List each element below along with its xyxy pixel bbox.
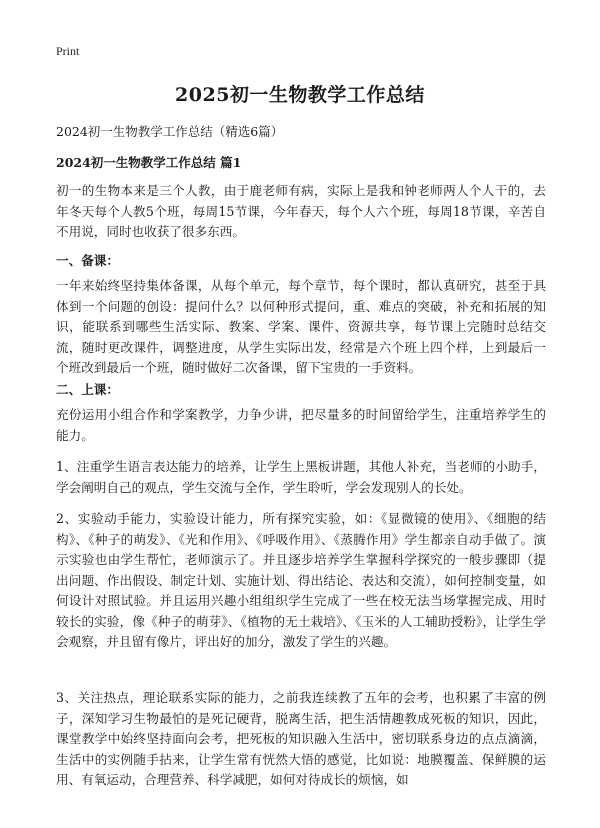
paragraph-teaching: 充份运用小组合作和学案教学，力争少讲，把尽量多的时间留给学生，注重培养学生的能力。 — [56, 407, 546, 443]
document-subtitle: 2024初一生物教学工作总结（精选6篇） — [56, 124, 284, 139]
paragraph-item-1: 1、注重学生语言表达能力的培养，让学生上黑板讲题，其他人补充，当老师的小助手，学会阐明自己的观点，学生交流与全作，学生聆听，学会发现别人的长处。 — [56, 459, 546, 495]
heading-lesson-prep: 一、备课： — [56, 253, 119, 268]
paragraph-item-3: 3、关注热点，理论联系实际的能力，之前我连续教了五年的会考，也积累了丰富的例子，深知学习生物最怕的是死记硬背，脱离生活，把生活情趣教成死板的知识，因此，课堂教学中始终坚持面向会考，把死板的知识融入生活中，密切联系身边的点点滴滴，生活中的实例随手拈来，让学生常有恍然大悟的感觉，比如说：地膜覆盖、保鲜膜的运用、有氧运动，合理营养、科学减肥，如何对待成长的烦恼，如 — [56, 690, 546, 787]
paragraph-lesson-prep: 一年来始终坚持集体备课，从每个单元，每个章节，每个课时，都认真研究，甚至于具体到一个问题的创设：提问什么？以何种形式提问，重、难点的突破，补充和拓展的知识，能联系到哪些生活实际、教案、学案、课件、资源共享，每节课上完随时总结交流，随时更改课件，调整进度，从学生实际出发，经常是六个班上四个样，上到最后一个班改到最后一个班，随时做好二次备课，留下宝贵的一手资料。 — [56, 278, 546, 375]
section-title: 2024初一生物教学工作总结 篇1 — [56, 155, 242, 170]
page-title: 2025初一生物教学工作总结 — [175, 84, 425, 106]
paragraph-intro: 初一的生物本来是三个人教，由于鹿老师有病，实际上是我和钟老师两人个人干的，去年冬天每个人教5个班，每周15节课，今年春天，每个人六个班，每周18节课，辛苦自不用说，同时也收获了很多东西。 — [56, 183, 546, 239]
paragraph-item-2: 2、实验动手能力，实验设计能力，所有探究实验，如：《显微镜的使用》、《细胞的结构》、《种子的萌发》、《光和作用》、《呼吸作用》、《蒸腾作用》学生都亲自动手做了。演示实验也由学生帮忙，老师演示了。并且逐步培养学生掌握科学探究的一般步骤即（提出问题、作出假设、制定计划、实施计划、得出结论、表达和交流），如何控制变量，如何设计对照试验。并且运用兴趣小组组织学生完成了一些在校无法当场掌握完成、用时较长的实验，像《种子的萌芽》、《植物的无土栽培》、《玉米的人工辅助授粉》，让学生学会观察，并且留有像片，评出好的加分，激发了学生的兴趣。 — [56, 511, 546, 649]
heading-teaching: 二、上课： — [56, 382, 119, 397]
print-label: Print — [56, 44, 80, 58]
